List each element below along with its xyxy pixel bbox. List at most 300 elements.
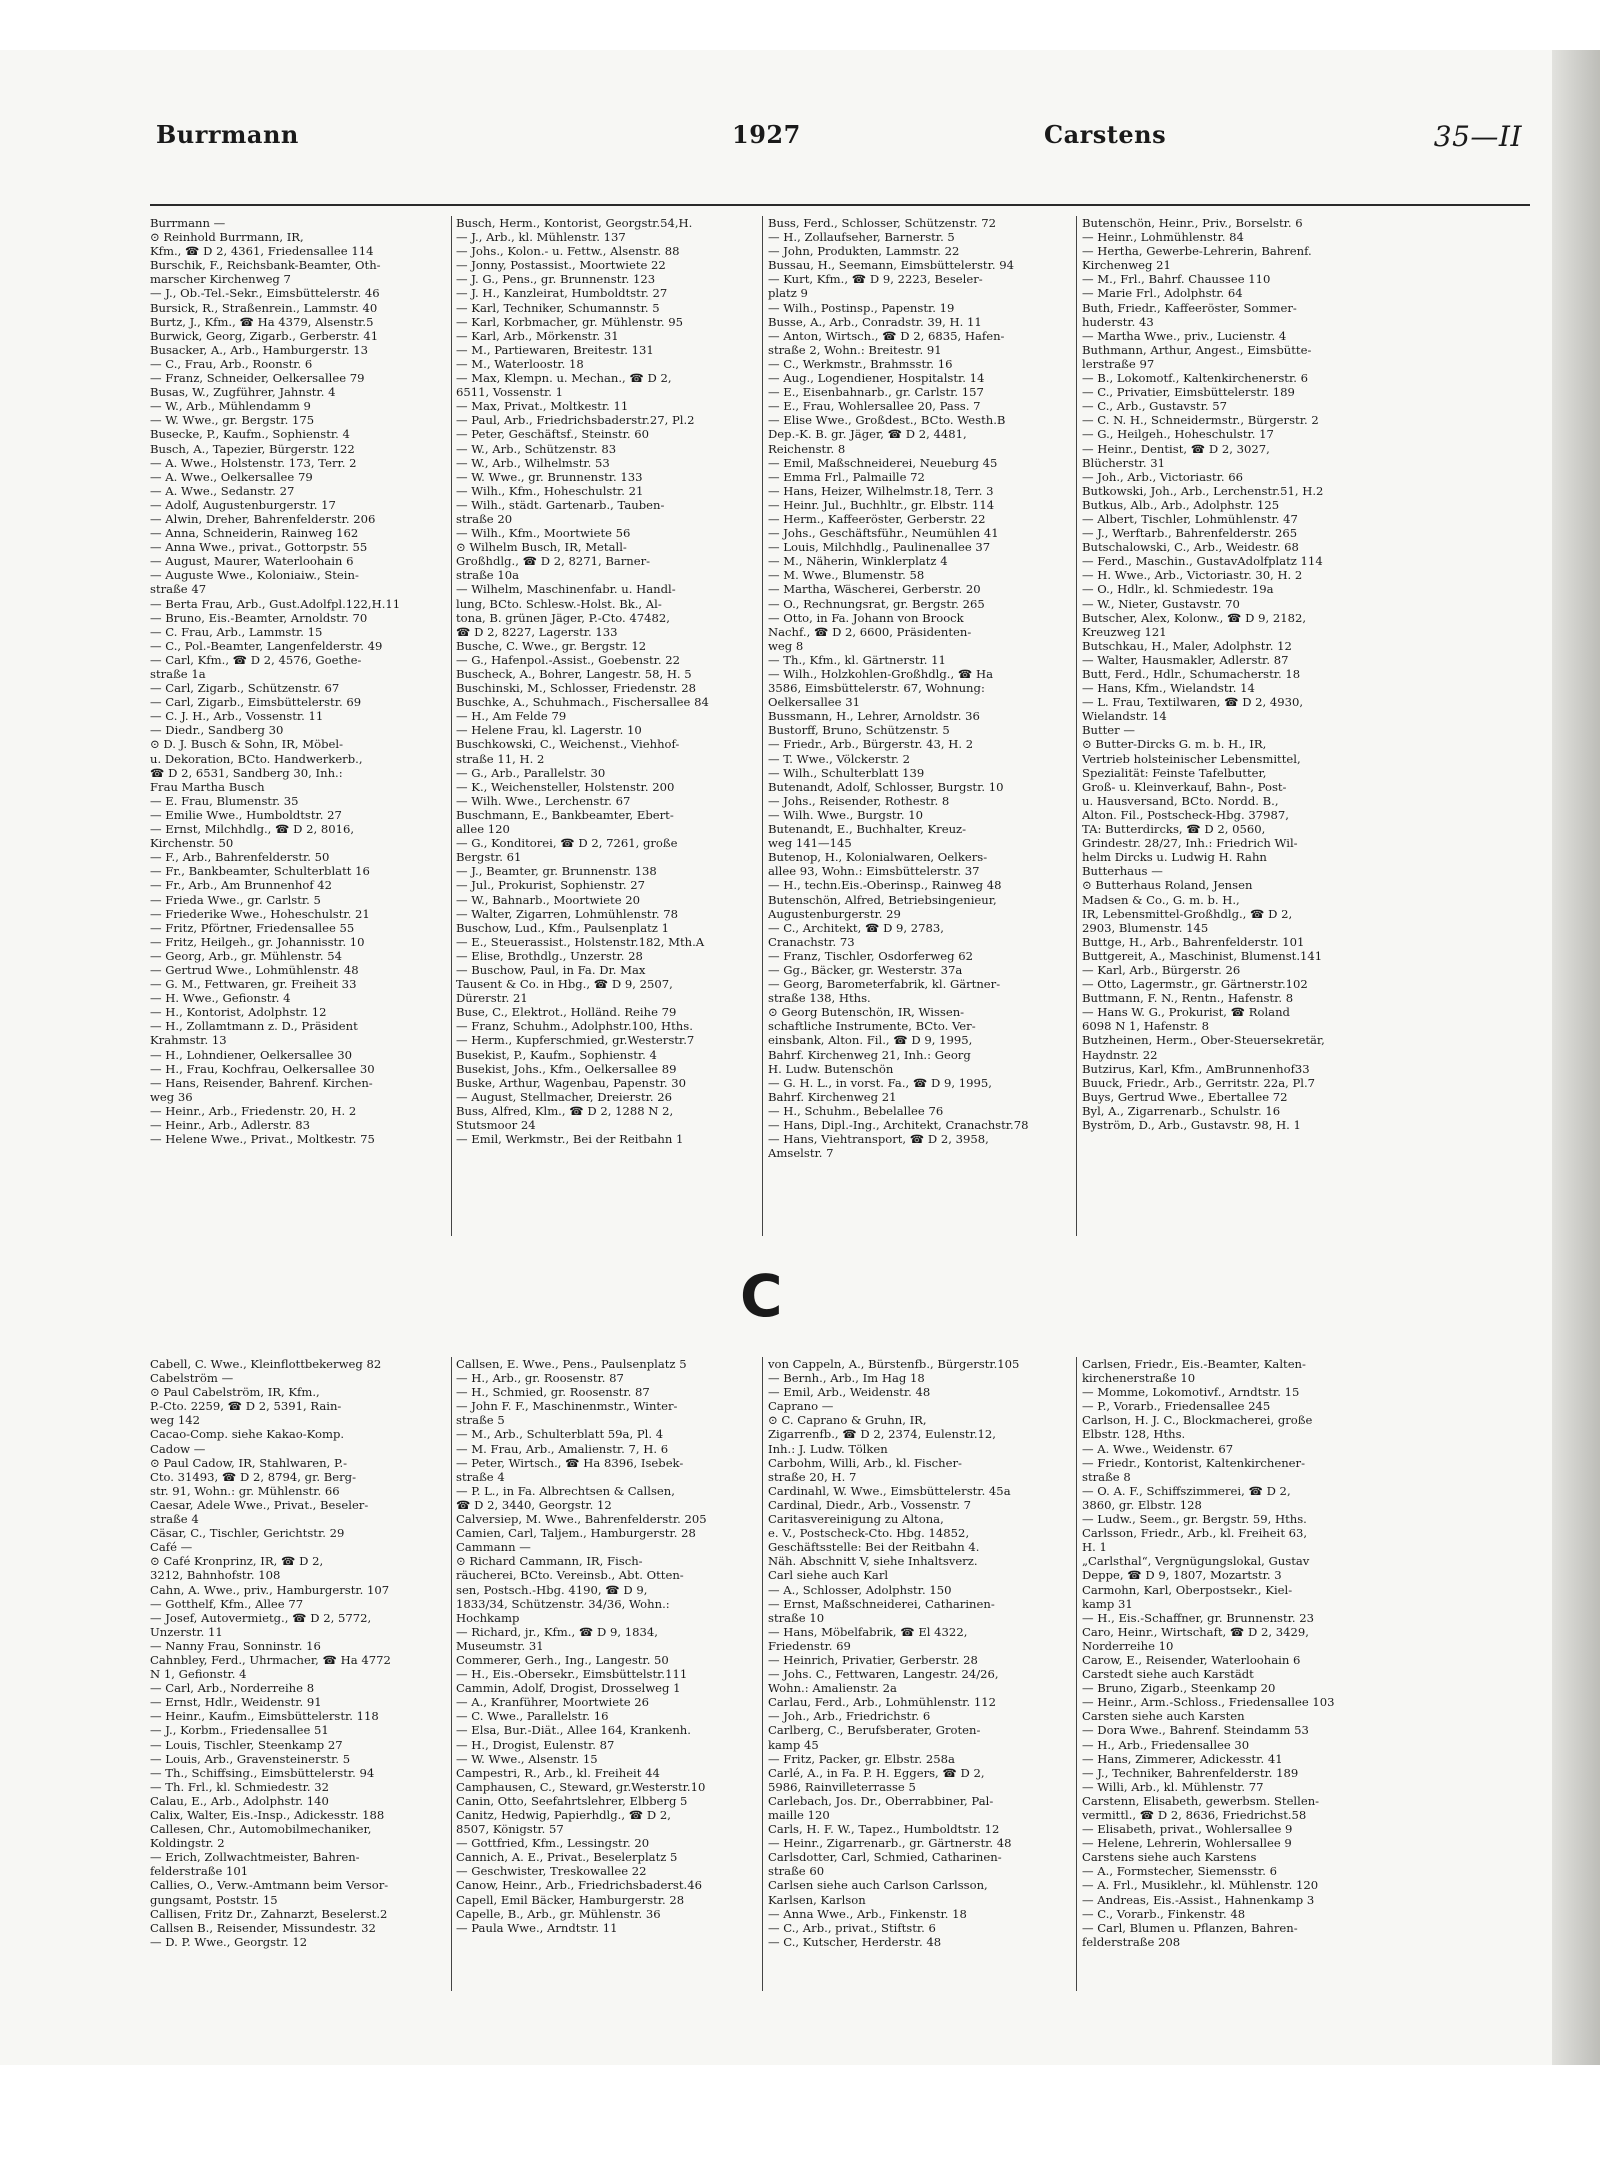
- directory-entry-line: — A. Wwe., Holstenstr. 173, Terr. 2: [150, 455, 357, 470]
- directory-entry-line: Carstenn, Elisabeth, gewerbsm. Stellen-: [1082, 1793, 1320, 1808]
- directory-entry-line: Augustenburgerstr. 29: [768, 906, 901, 921]
- directory-entry-line: — D. P. Wwe., Georgstr. 12: [150, 1934, 308, 1949]
- directory-entry-line: lerstraße 97: [1082, 356, 1155, 371]
- directory-entry-line: Carow, E., Reisender, Waterloohain 6: [1082, 1652, 1301, 1667]
- directory-entry-line: Blücherstr. 31: [1082, 455, 1166, 470]
- directory-entry-line: kamp 45: [768, 1737, 819, 1752]
- directory-entry-line: Buske, Arthur, Wagenbau, Papenstr. 30: [456, 1075, 687, 1090]
- directory-entry-line: u. Hausversand, BCto. Nordd. B.,: [1082, 793, 1279, 808]
- directory-entry-line: — Elsa, Bur.-Diät., Allee 164, Krankenh.: [456, 1723, 691, 1738]
- directory-entry-line: — A., Formstecher, Siemensstr. 6: [1082, 1864, 1277, 1879]
- directory-entry-line: — August, Stellmacher, Dreierstr. 26: [456, 1089, 673, 1104]
- directory-entry-line: Buse, C., Elektrot., Holländ. Reihe 79: [456, 1005, 677, 1020]
- directory-entry-line: — W. Wwe., gr. Bergstr. 175: [150, 413, 315, 428]
- directory-entry-line: Vertrieb holsteinischer Lebensmittel,: [1082, 751, 1301, 766]
- header-last-entry: Carstens: [1044, 120, 1167, 149]
- directory-entry-line: Busas, W., Zugführer, Jahnstr. 4: [150, 385, 336, 400]
- directory-entry-line: P.-Cto. 2259, ☎ D 2, 5391, Rain-: [150, 1399, 342, 1414]
- directory-entry-line: Callsen, E. Wwe., Pens., Paulsenplatz 5: [456, 1357, 687, 1371]
- directory-entry-line: — L. Frau, Textilwaren, ☎ D 2, 4930,: [1082, 695, 1304, 710]
- directory-entry-line: — H. Wwe., Gefionstr. 4: [150, 991, 291, 1006]
- directory-entry-line: — H., Schuhm., Bebelallee 76: [768, 1103, 944, 1118]
- directory-entry-line: Buttmann, F. N., Rentn., Hafenstr. 8: [1082, 991, 1294, 1006]
- directory-entry-line: — Wilh., Kfm., Hoheschulstr. 21: [456, 483, 644, 498]
- directory-entry-line: allee 120: [456, 822, 510, 837]
- directory-entry-line: Calau, E., Arb., Adolphstr. 140: [150, 1793, 329, 1808]
- directory-entry-line: — Karl, Arb., Mörkenstr. 31: [456, 328, 619, 343]
- directory-entry-line: — Georg, Barometerfabrik, kl. Gärtner-: [768, 977, 1001, 992]
- directory-entry-line: — Max, Privat., Moltkestr. 11: [456, 399, 629, 414]
- directory-entry-line: — M., Waterloostr. 18: [456, 356, 584, 371]
- directory-entry-line: — Peter, Geschäftsf., Steinstr. 60: [456, 427, 649, 442]
- directory-entry-line: — Heinrich, Privatier, Gerberstr. 28: [768, 1652, 978, 1667]
- directory-entry-line: von Cappeln, A., Bürstenfb., Bürgerstr.105: [768, 1357, 1020, 1371]
- directory-entry-line: 3586, Eimsbüttelerstr. 67, Wohnung:: [768, 681, 985, 696]
- directory-entry-line: — Buschow, Paul, in Fa. Dr. Max: [456, 962, 646, 977]
- directory-entry-line: H. Ludw. Butenschön: [768, 1061, 894, 1076]
- directory-entry-line: — H., techn.Eis.-Oberinsp., Rainweg 48: [768, 878, 1002, 893]
- directory-entry-line: — Hans, Viehtransport, ☎ D 2, 3958,: [768, 1132, 989, 1147]
- directory-entry-line: — A. Frl., Musiklehr., kl. Mühlenstr. 120: [1082, 1878, 1319, 1893]
- directory-entry-line: — G., Konditorei, ☎ D 2, 7261, große: [456, 836, 678, 851]
- directory-entry-line: huderstr. 43: [1082, 314, 1154, 329]
- directory-entry-line: Bustorff, Bruno, Schützenstr. 5: [768, 723, 950, 738]
- directory-entry-line: Deppe, ☎ D 9, 1807, Mozartstr. 3: [1082, 1568, 1282, 1583]
- directory-entry-line: Cannich, A. E., Privat., Beselerplatz 5: [456, 1850, 678, 1865]
- directory-entry-line: — H. Wwe., Arb., Victoriastr. 30, H. 2: [1082, 568, 1303, 583]
- directory-entry-line: Cranachstr. 73: [768, 934, 855, 949]
- directory-entry-line: straße 1a: [150, 667, 206, 681]
- directory-entry-line: — Heinr., Arb., Adlerstr. 83: [150, 1118, 311, 1132]
- directory-entry-line: — Franz, Schuhm., Adolphstr.100, Hths.: [456, 1019, 693, 1034]
- directory-entry-line: — P. L., in Fa. Albrechtsen & Callsen,: [456, 1483, 675, 1498]
- directory-entry-line: — M. Wwe., Blumenstr. 58: [768, 568, 925, 583]
- directory-entry-line: — Paula Wwe., Arndtstr. 11: [456, 1920, 618, 1935]
- directory-entry-line: — Wilh. Wwe., Lerchenstr. 67: [456, 793, 631, 808]
- directory-entry-line: — Herm., Kupferschmied, gr.Westerstr.7: [456, 1033, 695, 1048]
- directory-entry-line: — Helene, Lehrerin, Wohlersallee 9: [1082, 1836, 1292, 1851]
- directory-entry-line: — Friedr., Kontorist, Kaltenkirchener-: [1082, 1455, 1305, 1470]
- directory-entry-line: — Otto, in Fa. Johann von Broock: [768, 610, 964, 625]
- directory-entry-line: — Jul., Prokurist, Sophienstr. 27: [456, 878, 646, 893]
- directory-entry-line: helm Dircks u. Ludwig H. Rahn: [1082, 850, 1267, 865]
- directory-entry-line: — Friedr., Arb., Bürgerstr. 43, H. 2: [768, 737, 974, 752]
- directory-entry-line: Buys, Gertrud Wwe., Ebertallee 72: [1082, 1089, 1288, 1104]
- directory-entry-line: kamp 31: [1082, 1596, 1133, 1611]
- directory-entry-line: Krahmstr. 13: [150, 1033, 227, 1048]
- directory-entry-line: — C., Vorarb., Finkenstr. 48: [1082, 1906, 1246, 1921]
- directory-entry-line: — Wilh., Postinsp., Papenstr. 19: [768, 300, 955, 315]
- directory-entry-line: Carlberg, C., Berufsberater, Groten-: [768, 1723, 981, 1738]
- directory-entry-line: vermittl., ☎ D 2, 8636, Friedrichst.58: [1082, 1808, 1307, 1822]
- directory-entry-line: 2903, Blumenstr. 145: [1082, 920, 1209, 935]
- directory-entry-line: weg 141—145: [768, 836, 852, 851]
- directory-entry-line: Cardinahl, W. Wwe., Eimsbüttelerstr. 45a: [768, 1483, 1011, 1498]
- directory-entry-line: straße 11, H. 2: [456, 751, 545, 766]
- directory-entry-line: — Kurt, Kfm., ☎ D 9, 2223, Beseler-: [768, 272, 983, 287]
- directory-entry-line: — Gg., Bäcker, gr. Westerstr. 37a: [768, 962, 963, 977]
- directory-entry-line: Carlé, A., in Fa. P. H. Eggers, ☎ D 2,: [768, 1765, 985, 1780]
- column-divider: [451, 1357, 452, 1991]
- directory-entry-line: Café —: [150, 1540, 193, 1555]
- header-page-number: 35—II: [1433, 120, 1522, 153]
- directory-entry-line: — J. H., Kanzleirat, Humboldtstr. 27: [456, 286, 668, 301]
- directory-entry-line: Buthmann, Arthur, Angest., Eimsbütte-: [1082, 342, 1312, 357]
- directory-entry-line: ⊙ Café Kronprinz, IR, ☎ D 2,: [150, 1554, 324, 1569]
- page-edge-shadow: [1552, 50, 1600, 2065]
- directory-entry-line: — J., Techniker, Bahrenfelderstr. 189: [1082, 1765, 1299, 1780]
- directory-entry-line: — Johs., Kolon.- u. Fettw., Alsenstr. 88: [456, 244, 680, 259]
- directory-entry-line: — Elise Wwe., Großdest., BCto. Westh.B: [768, 413, 1006, 428]
- directory-entry-line: — Bruno, Zigarb., Steenkamp 20: [1082, 1681, 1276, 1696]
- directory-entry-line: — Elise, Brothdlg., Unzerstr. 28: [456, 948, 643, 963]
- column-divider: [1076, 1357, 1077, 1991]
- directory-entry-line: — Bernh., Arb., Im Hag 18: [768, 1371, 925, 1386]
- directory-entry-line: Groß- u. Kleinverkauf, Bahn-, Post-: [1082, 779, 1287, 794]
- directory-entry-line: — Ernst, Maßschneiderei, Catharinen-: [768, 1596, 995, 1611]
- directory-entry-line: — C., Privatier, Eimsbüttelerstr. 189: [1082, 385, 1295, 400]
- page-header: [150, 120, 1530, 160]
- directory-entry-line: Cammin, Adolf, Drogist, Drosselweg 1: [456, 1681, 681, 1696]
- directory-entry-line: — Wilh., Schulterblatt 139: [768, 765, 925, 780]
- directory-entry-line: Großhdlg., ☎ D 2, 8271, Barner-: [456, 554, 651, 569]
- directory-entry-line: Butterhaus —: [1082, 864, 1163, 879]
- column-bottom-4: [1082, 1357, 1378, 1997]
- directory-entry-line: ⊙ Paul Cabelström, IR, Kfm.,: [150, 1385, 320, 1400]
- directory-entry-line: TA: Butterdircks, ☎ D 2, 0560,: [1082, 822, 1266, 837]
- directory-entry-line: Kirchenstr. 50: [150, 836, 234, 851]
- directory-entry-line: Carlsen siehe auch Carlson Carlsson,: [768, 1878, 988, 1893]
- directory-entry-line: Cahnbley, Ferd., Uhrmacher, ☎ Ha 4772: [150, 1652, 391, 1667]
- directory-entry-line: — Emil, Arb., Weidenstr. 48: [768, 1385, 931, 1400]
- directory-entry-line: straße 138, Hths.: [768, 991, 871, 1006]
- directory-entry-line: straße 20, H. 7: [768, 1469, 857, 1484]
- directory-entry-line: — Hertha, Gewerbe-Lehrerin, Bahrenf.: [1082, 244, 1312, 259]
- column-top-3: [768, 216, 1072, 1240]
- directory-entry-line: — K., Weichensteller, Holstenstr. 200: [456, 779, 675, 794]
- directory-entry-line: — Gottfried, Kfm., Lessingstr. 20: [456, 1836, 650, 1851]
- directory-entry-line: — Karl, Korbmacher, gr. Mühlenstr. 95: [456, 314, 684, 329]
- directory-entry-line: Busekist, Johs., Kfm., Oelkersallee 89: [456, 1061, 677, 1076]
- directory-entry-line: — Helene Wwe., Privat., Moltkestr. 75: [150, 1132, 375, 1147]
- directory-entry-line: Byström, D., Arb., Gustavstr. 98, H. 1: [1082, 1118, 1301, 1132]
- directory-entry-line: — J., Korbm., Friedensallee 51: [150, 1723, 329, 1738]
- directory-entry-line: — Anna Wwe., privat., Gottorpstr. 55: [150, 540, 368, 555]
- directory-entry-line: — Hans W. G., Prokurist, ☎ Roland: [1082, 1005, 1290, 1020]
- header-rule: [150, 204, 1530, 206]
- directory-entry-line: Busecke, P., Kaufm., Sophienstr. 4: [150, 427, 350, 442]
- directory-entry-line: Bursick, R., Straßenrein., Lammstr. 40: [150, 300, 378, 315]
- directory-entry-line: Butenschön, Alfred, Betriebsingenieur,: [768, 892, 997, 907]
- directory-entry-line: — H., Arb., gr. Roosenstr. 87: [456, 1371, 624, 1386]
- directory-entry-line: — C., Architekt, ☎ D 9, 2783,: [768, 920, 944, 935]
- directory-entry-line: kirchenerstraße 10: [1082, 1371, 1196, 1386]
- directory-entry-line: — Andreas, Eis.-Assist., Hahnenkamp 3: [1082, 1892, 1315, 1907]
- directory-entry-line: — Fritz, Packer, gr. Elbstr. 258a: [768, 1751, 955, 1766]
- directory-entry-line: Carstens siehe auch Karstens: [1082, 1850, 1257, 1865]
- directory-entry-line: Spezialität: Feinste Tafelbutter,: [1082, 765, 1267, 780]
- scan-bottom-margin: [0, 2065, 1600, 2177]
- directory-entry-line: Carlson, H. J. C., Blockmacherei, große: [1082, 1413, 1313, 1428]
- directory-entry-line: ⊙ Reinhold Burrmann, IR,: [150, 230, 304, 245]
- directory-entry-line: einsbank, Alton. Fil., ☎ D 9, 1995,: [768, 1033, 973, 1048]
- directory-entry-line: — Johs. C., Fettwaren, Langestr. 24/26,: [768, 1667, 999, 1682]
- directory-entry-line: Buschinski, M., Schlosser, Friedenstr. 28: [456, 681, 696, 696]
- directory-entry-line: — C. Wwe., Parallelstr. 16: [456, 1709, 609, 1724]
- directory-entry-line: Näh. Abschnitt V, siehe Inhaltsverz.: [768, 1554, 978, 1569]
- directory-entry-line: Cäsar, C., Tischler, Gerichtstr. 29: [150, 1526, 345, 1541]
- directory-entry-line: Busch, A., Tapezier, Bürgerstr. 122: [150, 441, 355, 456]
- directory-entry-line: Museumstr. 31: [456, 1638, 544, 1653]
- directory-entry-line: — Wilh., Kfm., Moortwiete 56: [456, 526, 631, 541]
- directory-entry-line: — Th., Schiffsing., Eimsbüttelerstr. 94: [150, 1765, 375, 1780]
- directory-entry-line: allee 93, Wohn.: Eimsbüttelerstr. 37: [768, 864, 980, 879]
- directory-entry-line: — Hans, Heizer, Wilhelmstr.18, Terr. 3: [768, 483, 994, 498]
- directory-entry-line: — W., Arb., Schützenstr. 83: [456, 441, 617, 456]
- directory-entry-line: Hochkamp: [456, 1610, 520, 1625]
- directory-entry-line: Butenschön, Heinr., Priv., Borselstr. 6: [1082, 216, 1303, 230]
- column-divider: [451, 216, 452, 1236]
- directory-entry-line: — H., Zollamtmann z. D., Präsident: [150, 1019, 358, 1034]
- directory-entry-line: Buscheck, A., Bohrer, Langestr. 58, H. 5: [456, 667, 692, 681]
- directory-entry-line: Butenandt, E., Buchhalter, Kreuz-: [768, 822, 967, 837]
- directory-entry-line: — W. Wwe., gr. Brunnenstr. 133: [456, 469, 643, 484]
- directory-entry-line: — C., Werkmstr., Brahmsstr. 16: [768, 356, 953, 371]
- directory-entry-line: — Fr., Bankbeamter, Schulterblatt 16: [150, 864, 370, 879]
- directory-entry-line: Bergstr. 61: [456, 850, 522, 865]
- directory-entry-line: — Walter, Zigarren, Lohmühlenstr. 78: [456, 906, 678, 921]
- directory-entry-line: — Marie Frl., Adolphstr. 64: [1082, 286, 1243, 301]
- column-bottom-1: [150, 1357, 448, 1997]
- directory-entry-line: — J. G., Pens., gr. Brunnenstr. 123: [456, 272, 656, 287]
- directory-entry-line: Caritasvereinigung zu Altona,: [768, 1512, 944, 1527]
- directory-entry-line: Butzirus, Karl, Kfm., AmBrunnenhof33: [1082, 1061, 1310, 1076]
- directory-entry-line: Buschke, A., Schuhmach., Fischersallee 84: [456, 695, 709, 710]
- directory-entry-line: Madsen & Co., G. m. b. H.,: [1082, 892, 1240, 907]
- directory-entry-line: ☎ D 2, 3440, Georgstr. 12: [456, 1497, 612, 1512]
- directory-entry-line: — Anna Wwe., Arb., Finkenstr. 18: [768, 1906, 967, 1921]
- directory-entry-line: — W., Arb., Wilhelmstr. 53: [456, 455, 610, 470]
- directory-entry-line: — Ludw., Seem., gr. Bergstr. 59, Hths.: [1082, 1512, 1307, 1527]
- directory-entry-line: — Ferd., Maschin., GustavAdolfplatz 114: [1082, 554, 1323, 569]
- directory-entry-line: straße 5: [456, 1413, 505, 1428]
- directory-entry-line: — A., Kranführer, Moortwiete 26: [456, 1695, 650, 1710]
- directory-entry-line: — Heinr., Dentist, ☎ D 2, 3027,: [1082, 441, 1270, 456]
- column-divider: [762, 216, 763, 1236]
- directory-entry-line: maille 120: [768, 1808, 830, 1822]
- directory-entry-line: — P., Vorarb., Friedensallee 245: [1082, 1399, 1271, 1414]
- directory-entry-line: — Heinr. Jul., Buchhltr., gr. Elbstr. 114: [768, 497, 995, 512]
- directory-entry-line: — John, Produkten, Lammstr. 22: [768, 244, 960, 259]
- directory-entry-line: — G. M., Fettwaren, gr. Freiheit 33: [150, 977, 357, 992]
- directory-entry-line: — Hans, Möbelfabrik, ☎ El 4322,: [768, 1624, 968, 1639]
- directory-entry-line: — Wilh., städt. Gartenarb., Tauben-: [456, 497, 665, 512]
- directory-entry-line: — H., Eis.-Obersekr., Eimsbüttelstr.111: [456, 1667, 688, 1682]
- directory-entry-line: — Emil, Werkmstr., Bei der Reitbahn 1: [456, 1132, 684, 1147]
- directory-entry-line: — Wilhelm, Maschinenfabr. u. Handl-: [456, 582, 676, 597]
- directory-entry-line: — T. Wwe., Völckerstr. 2: [768, 751, 910, 766]
- column-top-2: [456, 216, 756, 1240]
- directory-entry-line: 8507, Königstr. 57: [456, 1822, 564, 1837]
- directory-entry-line: Koldingstr. 2: [150, 1836, 225, 1851]
- directory-entry-line: Burrmann —: [150, 216, 226, 230]
- directory-entry-line: — J., Arb., kl. Mühlenstr. 137: [456, 230, 626, 245]
- directory-entry-line: Carl siehe auch Karl: [768, 1568, 889, 1583]
- column-top-4: [1082, 216, 1378, 1240]
- directory-entry-line: Capell, Emil Bäcker, Hamburgerstr. 28: [456, 1892, 685, 1907]
- directory-entry-line: — Louis, Milchhdlg., Paulinenallee 37: [768, 540, 991, 555]
- directory-entry-line: weg 36: [150, 1089, 193, 1104]
- directory-entry-line: — Aug., Logendiener, Hospitalstr. 14: [768, 371, 985, 386]
- directory-entry-line: Friedenstr. 69: [768, 1638, 851, 1653]
- directory-entry-line: — E. Frau, Blumenstr. 35: [150, 793, 299, 808]
- directory-entry-line: Oelkersallee 31: [768, 695, 860, 710]
- directory-entry-line: Carlau, Ferd., Arb., Lohmühlenstr. 112: [768, 1695, 996, 1710]
- directory-entry-line: — W., Arb., Mühlendamm 9: [150, 399, 311, 414]
- directory-entry-line: — Emil, Maßschneiderei, Neueburg 45: [768, 455, 998, 470]
- directory-entry-line: Buth, Friedr., Kaffeeröster, Sommer-: [1082, 300, 1297, 315]
- header-first-entry: Burrmann: [156, 120, 299, 149]
- directory-entry-line: — E., Steuerassist., Holstenstr.182, Mth.A: [456, 934, 705, 949]
- directory-entry-line: — F., Arb., Bahrenfelderstr. 50: [150, 850, 330, 865]
- directory-entry-line: — C., Kutscher, Herderstr. 48: [768, 1934, 942, 1949]
- directory-entry-line: — E., Eisenbahnarb., gr. Carlstr. 157: [768, 385, 984, 400]
- directory-entry-line: — M., Partiewaren, Breitestr. 131: [456, 342, 654, 357]
- directory-entry-line: — Louis, Tischler, Steenkamp 27: [150, 1737, 343, 1752]
- directory-entry-line: Elbstr. 128, Hths.: [1082, 1427, 1186, 1442]
- directory-entry-line: — Heinr., Zigarrenarb., gr. Gärtnerstr. 48: [768, 1836, 1012, 1851]
- directory-entry-line: weg 8: [768, 638, 804, 653]
- directory-entry-line: Wielandstr. 14: [1082, 709, 1167, 724]
- directory-entry-line: — Martha Wwe., priv., Lucienstr. 4: [1082, 328, 1287, 343]
- directory-entry-line: — Berta Frau, Arb., Gust.Adolfpl.122,H.11: [150, 596, 401, 611]
- directory-entry-line: Caesar, Adele Wwe., Privat., Beseler-: [150, 1497, 369, 1512]
- directory-entry-line: — Max, Klempn. u. Mechan., ☎ D 2,: [456, 371, 672, 386]
- directory-entry-line: — Momme, Lokomotivf., Arndtstr. 15: [1082, 1385, 1300, 1400]
- column-divider: [1076, 216, 1077, 1236]
- directory-entry-line: Caprano —: [768, 1399, 834, 1414]
- directory-entry-line: felderstraße 208: [1082, 1934, 1181, 1949]
- directory-entry-line: — Walter, Hausmakler, Adlerstr. 87: [1082, 652, 1289, 667]
- directory-entry-line: — Franz, Schneider, Oelkersallee 79: [150, 371, 365, 386]
- column-bottom-3: [768, 1357, 1072, 1997]
- directory-entry-line: Butkowski, Joh., Arb., Lerchenstr.51, H.2: [1082, 483, 1324, 498]
- directory-entry-line: ⊙ Butterhaus Roland, Jensen: [1082, 878, 1253, 893]
- directory-entry-line: Cabelström —: [150, 1371, 234, 1386]
- directory-entry-line: Buschow, Lud., Kfm., Paulsenplatz 1: [456, 920, 669, 935]
- directory-entry-line: weg 142: [150, 1413, 201, 1428]
- directory-entry-line: — Richard, jr., Kfm., ☎ D 9, 1834,: [456, 1624, 658, 1639]
- directory-entry-line: Burschik, F., Reichsbank-Beamter, Oth-: [150, 258, 381, 273]
- directory-entry-line: Stutsmoor 24: [456, 1118, 536, 1132]
- directory-entry-line: — Hans, Reisender, Bahrenf. Kirchen-: [150, 1075, 373, 1090]
- directory-entry-line: — Wilh. Wwe., Burgstr. 10: [768, 807, 923, 822]
- directory-entry-line: straße 20: [456, 511, 513, 526]
- column-bottom-2: [456, 1357, 756, 1997]
- directory-entry-line: — Gotthelf, Kfm., Allee 77: [150, 1596, 304, 1611]
- directory-entry-line: — Th., Kfm., kl. Gärtnerstr. 11: [768, 652, 946, 667]
- directory-entry-line: Buttgereit, A., Maschinist, Blumenst.141: [1082, 948, 1323, 963]
- directory-entry-line: Amselstr. 7: [768, 1146, 834, 1161]
- directory-entry-line: Wohn.: Amalienstr. 2a: [768, 1681, 897, 1696]
- directory-entry-line: Callesen, Chr., Automobilmechaniker,: [150, 1822, 372, 1837]
- directory-entry-line: Cadow —: [150, 1441, 206, 1456]
- directory-entry-line: — Johs., Reisender, Rothestr. 8: [768, 793, 950, 808]
- header-year: 1927: [732, 120, 801, 149]
- directory-entry-line: platz 9: [768, 286, 808, 301]
- directory-entry-line: — C. Frau, Arb., Lammstr. 15: [150, 624, 323, 639]
- directory-entry-line: Cahn, A. Wwe., priv., Hamburgerstr. 107: [150, 1582, 390, 1597]
- directory-entry-line: — Heinr., Arb., Friedenstr. 20, H. 2: [150, 1103, 357, 1118]
- directory-entry-line: — Nanny Frau, Sonninstr. 16: [150, 1638, 321, 1653]
- directory-entry-line: Bahrf. Kirchenweg 21, Inh.: Georg: [768, 1047, 971, 1062]
- directory-entry-line: — Anton, Wirtsch., ☎ D 2, 6835, Hafen-: [768, 328, 1005, 343]
- directory-entry-line: Camphausen, C., Steward, gr.Westerstr.10: [456, 1779, 706, 1794]
- directory-entry-line: — Franz, Tischler, Osdorferweg 62: [768, 948, 974, 963]
- directory-entry-line: — J., Ob.-Tel.-Sekr., Eimsbüttelerstr. 46: [150, 286, 380, 301]
- directory-entry-line: Callies, O., Verw.-Amtmann beim Versor-: [150, 1878, 389, 1893]
- directory-entry-line: — B., Lokomotf., Kaltenkirchenerstr. 6: [1082, 371, 1308, 386]
- directory-entry-line: Kfm., ☎ D 2, 4361, Friedensallee 114: [150, 244, 374, 259]
- directory-entry-line: Calix, Walter, Eis.-Insp., Adickesstr. 188: [150, 1808, 385, 1822]
- directory-entry-line: Canow, Heinr., Arb., Friedrichsbaderst.46: [456, 1878, 702, 1893]
- directory-entry-line: — C. J. H., Arb., Vossenstr. 11: [150, 709, 324, 724]
- directory-entry-line: Nachf., ☎ D 2, 6600, Präsidenten-: [768, 624, 972, 639]
- directory-entry-line: — H., Lohndiener, Oelkersallee 30: [150, 1047, 352, 1062]
- directory-entry-line: Campestri, R., Arb., kl. Freiheit 44: [456, 1765, 660, 1780]
- directory-entry-line: straße 4: [456, 1469, 505, 1484]
- directory-entry-line: lung, BCto. Schlesw.-Holst. Bk., Al-: [456, 596, 662, 611]
- directory-entry-line: — Friederike Wwe., Hoheschulstr. 21: [150, 906, 370, 921]
- directory-entry-line: Kreuzweg 121: [1082, 624, 1167, 639]
- directory-entry-line: — Frieda Wwe., gr. Carlstr. 5: [150, 892, 321, 907]
- directory-entry-line: Busse, A., Arb., Conradstr. 39, H. 11: [768, 314, 982, 329]
- directory-entry-line: — M., Näherin, Winklerplatz 4: [768, 554, 948, 569]
- directory-entry-line: straße 10a: [456, 568, 520, 583]
- directory-entry-line: Buss, Ferd., Schlosser, Schützenstr. 72: [768, 216, 997, 230]
- directory-entry-line: straße 10: [768, 1610, 825, 1625]
- directory-entry-line: — E., Frau, Wohlersallee 20, Pass. 7: [768, 399, 981, 414]
- directory-entry-line: „Carlsthal“, Vergnügungslokal, Gustav: [1082, 1554, 1310, 1569]
- directory-entry-line: ☎ D 2, 8227, Lagerstr. 133: [456, 624, 618, 639]
- directory-entry-line: Butschalowski, C., Arb., Weidestr. 68: [1082, 540, 1299, 555]
- directory-entry-line: — O., Hdlr., kl. Schmiedestr. 19a: [1082, 582, 1274, 597]
- directory-entry-line: — Hans, Dipl.-Ing., Architekt, Cranachstr.78: [768, 1118, 1029, 1132]
- directory-entry-line: ☎ D 2, 6531, Sandberg 30, Inh.:: [150, 765, 343, 780]
- directory-entry-line: Zigarrenfb., ☎ D 2, 2374, Eulenstr.12,: [768, 1427, 996, 1442]
- directory-entry-line: — G., Arb., Parallelstr. 30: [456, 765, 606, 780]
- directory-entry-line: Callsen B., Reisender, Missundestr. 32: [150, 1920, 376, 1935]
- directory-entry-line: — Willi, Arb., kl. Mühlenstr. 77: [1082, 1779, 1264, 1794]
- directory-entry-line: — Joh., Arb., Friedrichstr. 6: [768, 1709, 931, 1724]
- directory-entry-line: — H., Frau, Kochfrau, Oelkersallee 30: [150, 1061, 375, 1076]
- directory-entry-line: 3860, gr. Elbstr. 128: [1082, 1497, 1202, 1512]
- directory-entry-line: straße 4: [150, 1512, 199, 1527]
- directory-entry-line: Dürerstr. 21: [456, 991, 528, 1006]
- directory-entry-line: Alton. Fil., Postscheck-Hbg. 37987,: [1082, 807, 1289, 822]
- directory-entry-line: — Karl, Techniker, Schumannstr. 5: [456, 300, 660, 315]
- directory-entry-line: ⊙ Richard Cammann, IR, Fisch-: [456, 1554, 643, 1569]
- directory-entry-line: ⊙ Paul Cadow, IR, Stahlwaren, P.-: [150, 1455, 348, 1470]
- directory-entry-line: Cardinal, Diedr., Arb., Vossenstr. 7: [768, 1497, 972, 1512]
- directory-entry-line: Geschäftsstelle: Bei der Reitbahn 4.: [768, 1540, 980, 1555]
- directory-entry-line: — M. Frau, Arb., Amalienstr. 7, H. 6: [456, 1441, 669, 1456]
- directory-entry-line: — Emilie Wwe., Humboldtstr. 27: [150, 807, 342, 822]
- directory-entry-line: — G., Heilgeh., Hoheschulstr. 17: [1082, 427, 1274, 442]
- directory-entry-line: — H., Drogist, Eulenstr. 87: [456, 1737, 615, 1752]
- directory-entry-line: Grindestr. 28/27, Inh.: Friedrich Wil-: [1082, 836, 1298, 851]
- directory-entry-line: Carlsdotter, Carl, Schmied, Catharinen-: [768, 1850, 1002, 1865]
